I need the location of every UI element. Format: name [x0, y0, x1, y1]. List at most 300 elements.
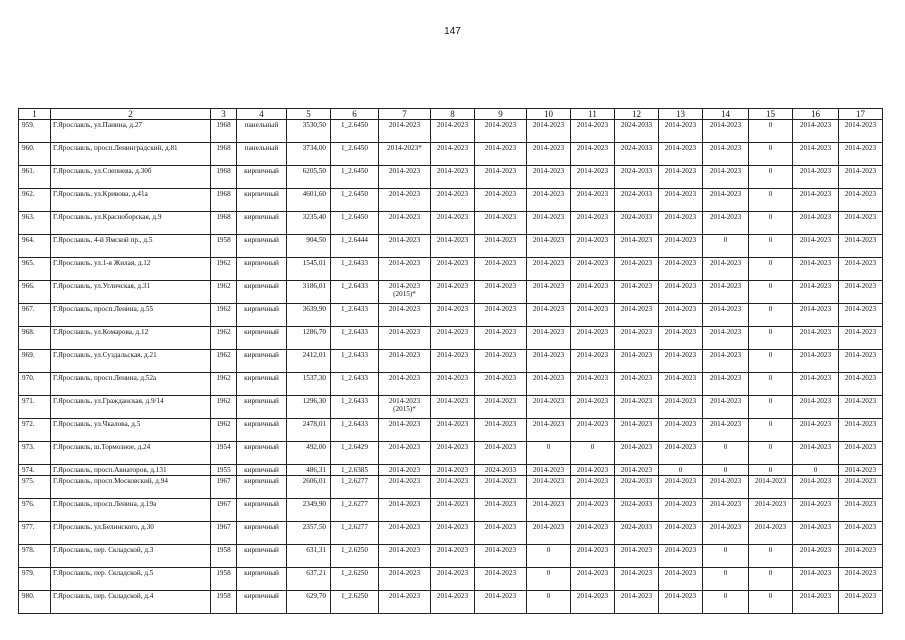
period-col-13-cell: 2014-2023: [659, 442, 703, 465]
code-cell: 1_2.6433: [331, 304, 379, 327]
period-col-9-cell: 2014-2023: [475, 304, 527, 327]
period-col-10-cell: 2014-2023: [527, 143, 571, 166]
period-col-8-cell: 2014-2023: [431, 476, 475, 499]
code-cell: 1_2.6433: [331, 281, 379, 304]
period-col-16-cell: 2014-2023: [793, 350, 839, 373]
wall-material-cell: кирпичный: [237, 591, 287, 614]
period-col-9-cell: 2014-2023: [475, 545, 527, 568]
address-cell: Г.Ярославль, ул.Кривова, д.41а: [51, 189, 211, 212]
row-number-cell: 977.: [19, 522, 51, 545]
period-col-12-cell: 2024-2033: [615, 499, 659, 522]
period-col-12-cell: 2014-2023: [615, 327, 659, 350]
period-col-10-cell: 2014-2023: [527, 373, 571, 396]
column-header: 1: [19, 109, 51, 120]
period-col-12-cell: 2024-2033: [615, 143, 659, 166]
code-cell: 1_2.6433: [331, 396, 379, 419]
period-col-17-cell: 2014-2023: [839, 166, 883, 189]
total-area-cell: 1296,30: [287, 396, 331, 419]
period-col-14-cell: 2014-2023: [703, 419, 749, 442]
wall-material-cell: панельный: [237, 143, 287, 166]
period-col-7-cell: 2014-2023: [379, 442, 431, 465]
period-col-9-cell: 2014-2023: [475, 212, 527, 235]
period-col-15-cell: 0: [749, 258, 793, 281]
table-row: [19, 465, 883, 476]
period-col-7-cell: 2014-2023*: [379, 143, 431, 166]
column-header: 3: [211, 109, 237, 120]
total-area-cell: 2349,90: [287, 499, 331, 522]
period-col-17-cell: 2014-2023: [839, 189, 883, 212]
period-col-12-cell: 2024-2033: [615, 120, 659, 143]
period-col-9-cell: 2014-2023: [475, 350, 527, 373]
period-col-16-cell: 2014-2023: [793, 419, 839, 442]
period-col-8-cell: 2014-2023: [431, 281, 475, 304]
wall-material-cell: кирпичный: [237, 396, 287, 419]
period-col-7-cell: 2014-2023 (2015)*: [379, 281, 431, 304]
year-built-cell: 1958: [211, 568, 237, 591]
address-cell: Г.Ярославль, ул.Комарова, д.12: [51, 327, 211, 350]
period-col-13-cell: 2014-2023: [659, 189, 703, 212]
address-cell: Г.Ярославль, ул.Угличская, д.31: [51, 281, 211, 304]
address-cell: Г.Ярославль, ул.Панина, д.27: [51, 120, 211, 143]
row-number-cell: 969.: [19, 350, 51, 373]
total-area-cell: 904,50: [287, 235, 331, 258]
period-col-17-cell: 2014-2023: [839, 465, 883, 476]
period-col-16-cell: 2014-2023: [793, 545, 839, 568]
period-col-14-cell: 2014-2023: [703, 476, 749, 499]
period-col-15-cell: 0: [749, 419, 793, 442]
table-row: [19, 476, 883, 499]
period-col-9-cell: 2014-2023: [475, 499, 527, 522]
year-built-cell: 1967: [211, 522, 237, 545]
year-built-cell: 1962: [211, 350, 237, 373]
year-built-cell: 1962: [211, 304, 237, 327]
period-col-14-cell: 2014-2023: [703, 373, 749, 396]
period-col-14-cell: 2014-2023: [703, 143, 749, 166]
column-header: 12: [615, 109, 659, 120]
period-col-7-cell: 2014-2023: [379, 419, 431, 442]
period-col-7-cell: 2014-2023: [379, 568, 431, 591]
period-col-12-cell: 2024-2033: [615, 476, 659, 499]
period-col-8-cell: 2014-2023: [431, 189, 475, 212]
wall-material-cell: кирпичный: [237, 442, 287, 465]
table-row: [19, 281, 883, 304]
code-cell: 1_2.6433: [331, 350, 379, 373]
period-col-11-cell: 2014-2023: [571, 568, 615, 591]
period-col-11-cell: 2014-2023: [571, 258, 615, 281]
period-col-13-cell: 2014-2023: [659, 419, 703, 442]
year-built-cell: 1967: [211, 499, 237, 522]
period-col-11-cell: 2014-2023: [571, 373, 615, 396]
period-col-9-cell: 2014-2023: [475, 281, 527, 304]
period-col-15-cell: 0: [749, 568, 793, 591]
period-col-17-cell: 2014-2023: [839, 568, 883, 591]
period-col-7-cell: 2014-2023: [379, 235, 431, 258]
total-area-cell: 631,31: [287, 545, 331, 568]
period-col-15-cell: 0: [749, 143, 793, 166]
period-col-14-cell: 2014-2023: [703, 166, 749, 189]
period-col-8-cell: 2014-2023: [431, 442, 475, 465]
table-row: [19, 166, 883, 189]
period-col-10-cell: 0: [527, 591, 571, 614]
period-col-17-cell: 2014-2023: [839, 281, 883, 304]
period-col-15-cell: 0: [749, 120, 793, 143]
address-cell: Г.Ярославль, просп.Ленинградский, д.81: [51, 143, 211, 166]
year-built-cell: 1968: [211, 166, 237, 189]
period-col-16-cell: 2014-2023: [793, 120, 839, 143]
code-cell: 1_2.6385: [331, 465, 379, 476]
period-col-15-cell: 0: [749, 396, 793, 419]
period-col-7-cell: 2014-2023: [379, 522, 431, 545]
period-col-7-cell: 2014-2023: [379, 350, 431, 373]
column-header: 17: [839, 109, 883, 120]
address-cell: Г.Ярославль, ш.Тормозное, д.24: [51, 442, 211, 465]
row-number-cell: 966.: [19, 281, 51, 304]
code-cell: 1_2.6277: [331, 476, 379, 499]
period-col-11-cell: 2014-2023: [571, 235, 615, 258]
period-col-13-cell: 0: [659, 465, 703, 476]
period-col-9-cell: 2014-2023: [475, 327, 527, 350]
total-area-cell: 2478,01: [287, 419, 331, 442]
header-row: [19, 109, 883, 120]
period-col-9-cell: 2014-2023: [475, 396, 527, 419]
year-built-cell: 1958: [211, 591, 237, 614]
period-col-13-cell: 2014-2023: [659, 568, 703, 591]
period-col-17-cell: 2014-2023: [839, 327, 883, 350]
period-col-15-cell: 2014-2023: [749, 476, 793, 499]
column-header: 11: [571, 109, 615, 120]
year-built-cell: 1962: [211, 258, 237, 281]
period-col-10-cell: 2014-2023: [527, 522, 571, 545]
period-col-9-cell: 2014-2023: [475, 189, 527, 212]
period-col-14-cell: 2014-2023: [703, 396, 749, 419]
column-header: 16: [793, 109, 839, 120]
period-col-10-cell: 2014-2023: [527, 327, 571, 350]
period-col-8-cell: 2014-2023: [431, 522, 475, 545]
period-col-17-cell: 2014-2023: [839, 235, 883, 258]
period-col-13-cell: 2014-2023: [659, 545, 703, 568]
total-area-cell: 1286,70: [287, 327, 331, 350]
total-area-cell: 486,31: [287, 465, 331, 476]
period-col-10-cell: 2014-2023: [527, 419, 571, 442]
period-col-9-cell: 2014-2023: [475, 373, 527, 396]
period-col-10-cell: 0: [527, 568, 571, 591]
period-col-15-cell: 0: [749, 189, 793, 212]
period-col-17-cell: 2014-2023: [839, 143, 883, 166]
period-col-11-cell: 2014-2023: [571, 545, 615, 568]
column-header: 9: [475, 109, 527, 120]
wall-material-cell: кирпичный: [237, 419, 287, 442]
period-col-13-cell: 2014-2023: [659, 350, 703, 373]
period-col-16-cell: 2014-2023: [793, 373, 839, 396]
period-col-11-cell: 2014-2023: [571, 522, 615, 545]
year-built-cell: 1962: [211, 327, 237, 350]
period-col-16-cell: 2014-2023: [793, 166, 839, 189]
period-col-8-cell: 2014-2023: [431, 350, 475, 373]
row-number-cell: 965.: [19, 258, 51, 281]
total-area-cell: 3530,50: [287, 120, 331, 143]
period-col-16-cell: 0: [793, 465, 839, 476]
period-col-17-cell: 2014-2023: [839, 591, 883, 614]
period-col-12-cell: 2014-2023: [615, 350, 659, 373]
period-col-7-cell: 2014-2023: [379, 304, 431, 327]
period-col-16-cell: 2014-2023: [793, 235, 839, 258]
period-col-17-cell: 2014-2023: [839, 350, 883, 373]
period-col-17-cell: 2014-2023: [839, 476, 883, 499]
period-col-16-cell: 2014-2023: [793, 442, 839, 465]
period-col-7-cell: 2014-2023: [379, 545, 431, 568]
period-col-7-cell: 2014-2023: [379, 212, 431, 235]
column-header: 4: [237, 109, 287, 120]
period-col-12-cell: 2014-2023: [615, 442, 659, 465]
period-col-11-cell: 2014-2023: [571, 396, 615, 419]
housing-table: [18, 108, 883, 614]
address-cell: Г.Ярославль, ул.1-я Жилая, д.12: [51, 258, 211, 281]
table-row: [19, 373, 883, 396]
period-col-11-cell: 2014-2023: [571, 120, 615, 143]
period-col-10-cell: 2014-2023: [527, 304, 571, 327]
period-col-9-cell: 2014-2023: [475, 476, 527, 499]
period-col-16-cell: 2014-2023: [793, 258, 839, 281]
period-col-17-cell: 2014-2023: [839, 120, 883, 143]
column-header: 15: [749, 109, 793, 120]
row-number-cell: 962.: [19, 189, 51, 212]
wall-material-cell: кирпичный: [237, 522, 287, 545]
wall-material-cell: кирпичный: [237, 304, 287, 327]
period-col-10-cell: 0: [527, 442, 571, 465]
period-col-13-cell: 2014-2023: [659, 258, 703, 281]
period-col-11-cell: 2014-2023: [571, 281, 615, 304]
period-col-16-cell: 2014-2023: [793, 522, 839, 545]
period-col-12-cell: 2014-2023: [615, 281, 659, 304]
period-col-15-cell: 0: [749, 442, 793, 465]
period-col-15-cell: 0: [749, 465, 793, 476]
year-built-cell: 1962: [211, 396, 237, 419]
period-col-8-cell: 2014-2023: [431, 258, 475, 281]
column-header: 5: [287, 109, 331, 120]
wall-material-cell: кирпичный: [237, 258, 287, 281]
period-col-10-cell: 2014-2023: [527, 350, 571, 373]
period-col-7-cell: 2014-2023 (2015)*: [379, 396, 431, 419]
period-col-16-cell: 2014-2023: [793, 568, 839, 591]
period-col-9-cell: 2014-2023: [475, 258, 527, 281]
address-cell: Г.Ярославль, ул.Красноборская, д.9: [51, 212, 211, 235]
period-col-17-cell: 2014-2023: [839, 499, 883, 522]
address-cell: Г.Ярославль, ул.Чкалова, д.5: [51, 419, 211, 442]
code-cell: 1_2.6277: [331, 499, 379, 522]
year-built-cell: 1955: [211, 465, 237, 476]
wall-material-cell: кирпичный: [237, 373, 287, 396]
period-col-10-cell: 2014-2023: [527, 465, 571, 476]
address-cell: Г.Ярославль, просп.Авиаторов, д.131: [51, 465, 211, 476]
period-col-8-cell: 2014-2023: [431, 304, 475, 327]
code-cell: 1_2.6433: [331, 419, 379, 442]
period-col-15-cell: 0: [749, 373, 793, 396]
period-col-10-cell: 2014-2023: [527, 476, 571, 499]
period-col-7-cell: 2014-2023: [379, 591, 431, 614]
address-cell: Г.Ярославль, просп.Ленина, д.52а: [51, 373, 211, 396]
period-col-15-cell: 0: [749, 281, 793, 304]
period-col-7-cell: 2014-2023: [379, 499, 431, 522]
table-row: [19, 545, 883, 568]
column-header: 14: [703, 109, 749, 120]
period-col-10-cell: 2014-2023: [527, 499, 571, 522]
address-cell: Г.Ярославль, 4-й Ямской пр., д.5: [51, 235, 211, 258]
period-col-7-cell: 2014-2023: [379, 373, 431, 396]
period-col-13-cell: 2014-2023: [659, 143, 703, 166]
period-col-11-cell: 2014-2023: [571, 476, 615, 499]
period-col-8-cell: 2014-2023: [431, 396, 475, 419]
period-col-12-cell: 2014-2023: [615, 396, 659, 419]
row-number-cell: 978.: [19, 545, 51, 568]
period-col-10-cell: 0: [527, 545, 571, 568]
table-row: [19, 522, 883, 545]
period-col-16-cell: 2014-2023: [793, 304, 839, 327]
period-col-11-cell: 2014-2023: [571, 304, 615, 327]
period-col-13-cell: 2014-2023: [659, 396, 703, 419]
table-row: [19, 258, 883, 281]
table-row: [19, 350, 883, 373]
period-col-12-cell: 2024-2033: [615, 189, 659, 212]
period-col-14-cell: 0: [703, 568, 749, 591]
period-col-13-cell: 2014-2023: [659, 212, 703, 235]
period-col-8-cell: 2014-2023: [431, 465, 475, 476]
period-col-15-cell: 2014-2023: [749, 522, 793, 545]
period-col-10-cell: 2014-2023: [527, 258, 571, 281]
period-col-7-cell: 2014-2023: [379, 327, 431, 350]
period-col-14-cell: 2014-2023: [703, 120, 749, 143]
period-col-10-cell: 2014-2023: [527, 120, 571, 143]
period-col-11-cell: 2014-2023: [571, 189, 615, 212]
code-cell: 1_2.6450: [331, 143, 379, 166]
address-cell: Г.Ярославль, ул.Белинского, д.30: [51, 522, 211, 545]
period-col-12-cell: 2024-2033: [615, 212, 659, 235]
table-row: [19, 591, 883, 614]
period-col-8-cell: 2014-2023: [431, 143, 475, 166]
period-col-16-cell: 2014-2023: [793, 499, 839, 522]
wall-material-cell: кирпичный: [237, 166, 287, 189]
row-number-cell: 973.: [19, 442, 51, 465]
table-row: [19, 419, 883, 442]
period-col-14-cell: 2014-2023: [703, 522, 749, 545]
period-col-15-cell: 0: [749, 235, 793, 258]
row-number-cell: 959.: [19, 120, 51, 143]
period-col-15-cell: 0: [749, 304, 793, 327]
period-col-12-cell: 2014-2023: [615, 545, 659, 568]
period-col-8-cell: 2014-2023: [431, 545, 475, 568]
period-col-13-cell: 2014-2023: [659, 476, 703, 499]
year-built-cell: 1968: [211, 212, 237, 235]
row-number-cell: 961.: [19, 166, 51, 189]
period-col-14-cell: 2014-2023: [703, 499, 749, 522]
period-col-16-cell: 2014-2023: [793, 476, 839, 499]
wall-material-cell: кирпичный: [237, 545, 287, 568]
column-header: 13: [659, 109, 703, 120]
period-col-11-cell: 2014-2023: [571, 591, 615, 614]
total-area-cell: 1537,30: [287, 373, 331, 396]
period-col-12-cell: 2014-2023: [615, 419, 659, 442]
table-row: [19, 499, 883, 522]
period-col-14-cell: 0: [703, 442, 749, 465]
period-col-9-cell: 2014-2023: [475, 442, 527, 465]
wall-material-cell: кирпичный: [237, 465, 287, 476]
period-col-14-cell: 2014-2023: [703, 304, 749, 327]
wall-material-cell: кирпичный: [237, 327, 287, 350]
period-col-13-cell: 2014-2023: [659, 327, 703, 350]
period-col-15-cell: 0: [749, 545, 793, 568]
total-area-cell: 6205,50: [287, 166, 331, 189]
wall-material-cell: кирпичный: [237, 281, 287, 304]
period-col-14-cell: 2014-2023: [703, 350, 749, 373]
address-cell: Г.Ярославль, просп.Ленина, д.55: [51, 304, 211, 327]
row-number-cell: 976.: [19, 499, 51, 522]
address-cell: Г.Ярославль, просп.Московский, д.94: [51, 476, 211, 499]
address-cell: Г.Ярославль, ул.Слепнева, д.30б: [51, 166, 211, 189]
table-row: [19, 568, 883, 591]
code-cell: 1_2.6429: [331, 442, 379, 465]
code-cell: 1_2.6450: [331, 212, 379, 235]
period-col-11-cell: 2014-2023: [571, 166, 615, 189]
table-row: [19, 143, 883, 166]
period-col-14-cell: 0: [703, 591, 749, 614]
period-col-17-cell: 2014-2023: [839, 522, 883, 545]
total-area-cell: 492,00: [287, 442, 331, 465]
period-col-10-cell: 2014-2023: [527, 281, 571, 304]
period-col-8-cell: 2014-2023: [431, 373, 475, 396]
column-header: 2: [51, 109, 211, 120]
period-col-10-cell: 2014-2023: [527, 166, 571, 189]
period-col-9-cell: 2014-2023: [475, 120, 527, 143]
period-col-17-cell: 2014-2023: [839, 419, 883, 442]
period-col-9-cell: 2014-2023: [475, 419, 527, 442]
wall-material-cell: кирпичный: [237, 235, 287, 258]
period-col-15-cell: 0: [749, 212, 793, 235]
period-col-9-cell: 2014-2023: [475, 591, 527, 614]
row-number-cell: 968.: [19, 327, 51, 350]
period-col-11-cell: 2014-2023: [571, 465, 615, 476]
period-col-15-cell: 0: [749, 591, 793, 614]
period-col-14-cell: 0: [703, 465, 749, 476]
period-col-17-cell: 2014-2023: [839, 442, 883, 465]
wall-material-cell: кирпичный: [237, 568, 287, 591]
period-col-16-cell: 2014-2023: [793, 281, 839, 304]
code-cell: 1_2.6250: [331, 591, 379, 614]
address-cell: Г.Ярославль, пер. Складской, д.3: [51, 545, 211, 568]
period-col-11-cell: 2014-2023: [571, 499, 615, 522]
table-row: [19, 327, 883, 350]
address-cell: Г.Ярославль, просп.Ленина, д.19а: [51, 499, 211, 522]
total-area-cell: 3235,40: [287, 212, 331, 235]
period-col-14-cell: 2014-2023: [703, 258, 749, 281]
year-built-cell: 1968: [211, 189, 237, 212]
total-area-cell: 3186,01: [287, 281, 331, 304]
period-col-13-cell: 2014-2023: [659, 522, 703, 545]
period-col-10-cell: 2014-2023: [527, 235, 571, 258]
period-col-11-cell: 2014-2023: [571, 143, 615, 166]
wall-material-cell: кирпичный: [237, 189, 287, 212]
total-area-cell: 629,70: [287, 591, 331, 614]
period-col-15-cell: 0: [749, 166, 793, 189]
code-cell: 1_2.6277: [331, 522, 379, 545]
table-row: [19, 235, 883, 258]
period-col-8-cell: 2014-2023: [431, 591, 475, 614]
period-col-11-cell: 2014-2023: [571, 350, 615, 373]
period-col-12-cell: 2014-2023: [615, 304, 659, 327]
period-col-11-cell: 0: [571, 442, 615, 465]
period-col-9-cell: 2014-2023: [475, 166, 527, 189]
column-header: 7: [379, 109, 431, 120]
period-col-14-cell: 0: [703, 545, 749, 568]
period-col-16-cell: 2014-2023: [793, 591, 839, 614]
